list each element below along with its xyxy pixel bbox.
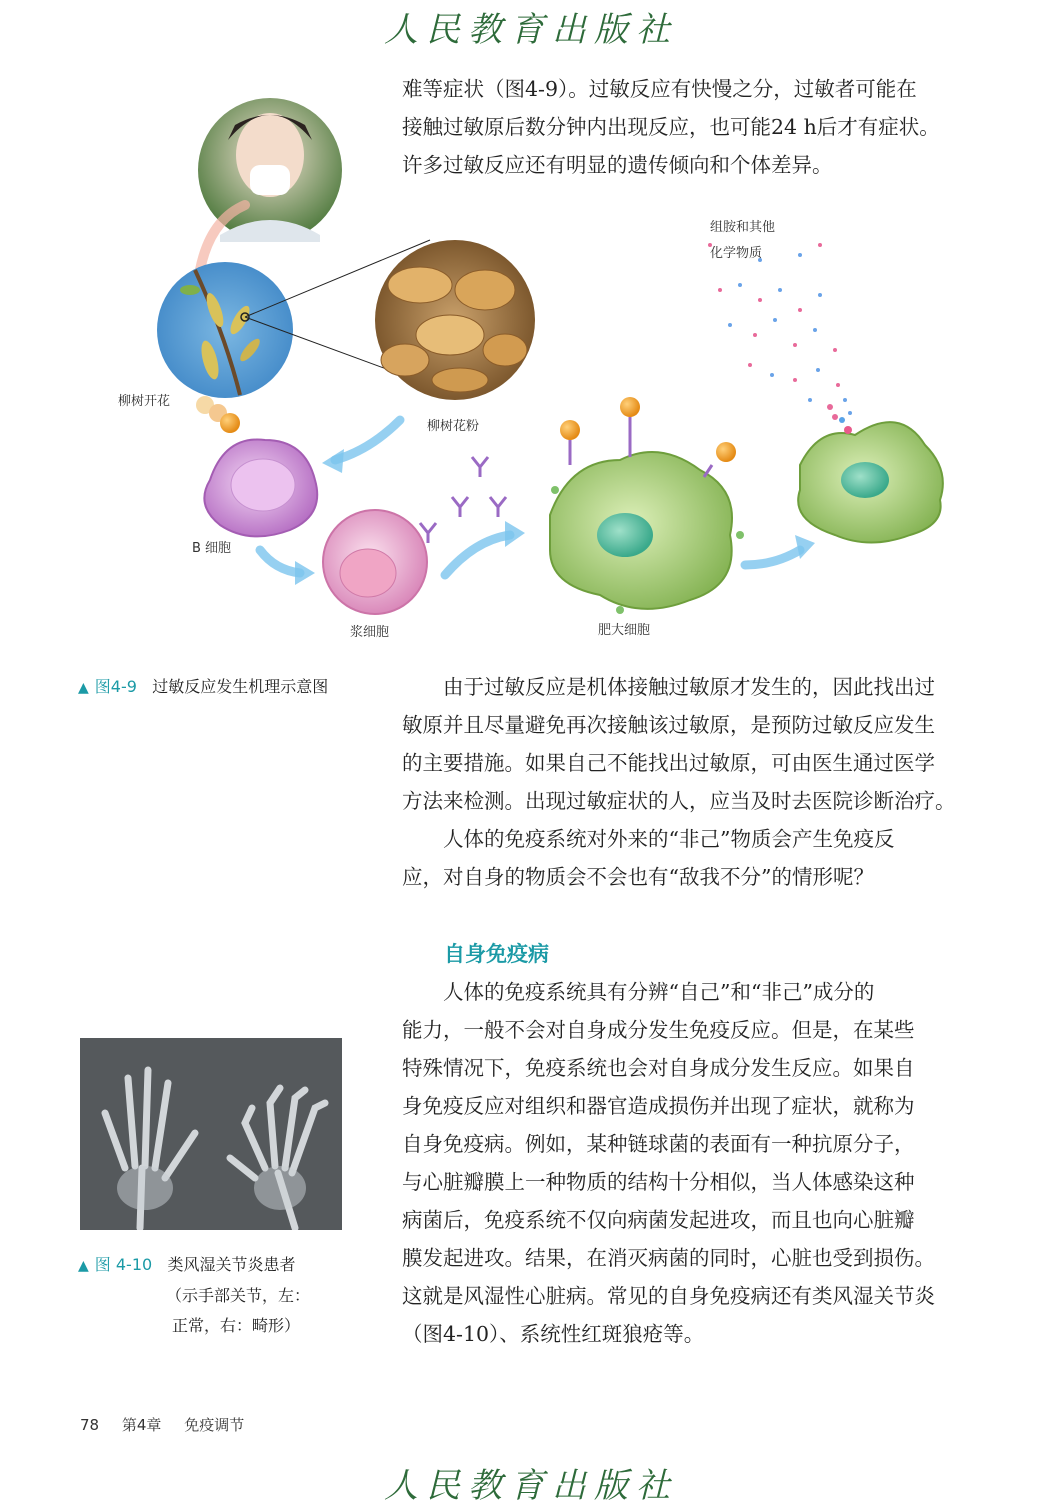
arrow-to-plasma-cell <box>260 550 300 573</box>
text-line: 能力，一般不会对自身成分发生免疫反应。但是，在某些 <box>402 1018 915 1042</box>
label-b-cell: B 细胞 <box>192 541 232 556</box>
histamine-particles <box>708 243 852 420</box>
text-line: 敏原并且尽量避免再次接触该过敏原，是预防过敏反应发生 <box>402 713 935 737</box>
text-line: 这就是风湿性心脏病。常见的自身免疫病还有类风湿关节炎 <box>402 1284 935 1308</box>
text-line: 病菌后，免疫系统不仅向病菌发起进攻，而且也向心脏瓣 <box>402 1208 915 1232</box>
figure-number: 图4-9 <box>94 677 137 696</box>
arrow-head <box>295 561 315 585</box>
text-line: 自身免疫病。例如，某种链球菌的表面有一种抗原分子， <box>402 1132 915 1156</box>
pollen-grain <box>220 413 240 433</box>
arrow-to-mast-cell <box>445 535 510 575</box>
triangle-marker-icon: ▲ <box>78 680 89 696</box>
hand-xray-image <box>80 1038 342 1230</box>
paragraph-prevention <box>402 668 958 820</box>
antibodies <box>420 457 506 543</box>
chapter-title: 免疫调节 <box>184 1416 245 1434</box>
figure-4-10-caption <box>78 1250 310 1341</box>
publisher-watermark-top: 人民教育出版社 <box>384 10 678 50</box>
page-number: 78 <box>80 1416 100 1434</box>
text-line: 方法来检测。出现过敏症状的人，应当及时去医院诊断治疗。 <box>402 789 956 813</box>
b-cell <box>204 440 317 537</box>
arrow-head <box>322 449 344 473</box>
label-mast-cell: 肥大细胞 <box>598 623 651 638</box>
figure-4-9-caption <box>78 672 328 703</box>
publisher-watermark-bottom: 人民教育出版社 <box>384 1466 678 1506</box>
text-line: 人体的免疫系统具有分辨“自己”和“非己”成分的 <box>443 980 875 1004</box>
plasma-cell <box>323 510 427 614</box>
figure-number: 图 4-10 <box>94 1255 153 1274</box>
label-willow-pollen: 柳树花粉 <box>427 419 480 434</box>
label-histamine-line1: 组胺和其他 <box>710 220 776 235</box>
caption-line: 类风湿关节炎患者 <box>167 1255 296 1274</box>
text-line: 接触过敏原后数分钟内出现反应，也可能24 h后才有症状。 <box>402 115 940 139</box>
allergy-mechanism-figure <box>100 95 960 655</box>
text-line: 身免疫反应对组织和器官造成损伤并出现了症状，就称为 <box>402 1094 915 1118</box>
text-line: 应，对自身的物质会不会也有“敌我不分”的情形呢？ <box>402 865 874 889</box>
paragraph-question <box>402 820 958 896</box>
text-line: 许多过敏反应还有明显的遗传倾向和个体差异。 <box>402 153 833 177</box>
text-line: 难等症状（图4-9）。过敏反应有快慢之分，过敏者可能在 <box>402 77 917 101</box>
label-plasma-cell: 浆细胞 <box>350 625 390 640</box>
text-line: 的主要措施。如果自己不能找出过敏原，可由医生通过医学 <box>402 751 935 775</box>
arrow-to-b-cell <box>335 420 400 460</box>
label-histamine-line2: 化学物质 <box>710 246 763 261</box>
caption-line: 正常，右：畸形） <box>172 1316 301 1335</box>
text-line: 与心脏瓣膜上一种物质的结构十分相似，当人体感染这种 <box>402 1170 915 1194</box>
willow-branch-photo <box>157 262 293 398</box>
text-line: 特殊情况下，免疫系统也会对自身成分发生反应。如果自 <box>402 1056 915 1080</box>
label-willow-flower: 柳树开花 <box>118 394 171 409</box>
text-line: 人体的免疫系统对外来的“非己”物质会产生免疫反 <box>443 827 895 851</box>
mast-cell <box>550 397 744 614</box>
triangle-marker-icon: ▲ <box>78 1258 89 1274</box>
arrow-to-degranulation <box>745 550 800 565</box>
arrow-head <box>505 521 525 547</box>
text-line: （图4-10）、系统性红斑狼疮等。 <box>402 1322 705 1346</box>
text-line: 膜发起进攻。结果，在消灭病菌的同时，心脏也受到损伤。 <box>402 1246 935 1270</box>
caption-line: （示手部关节，左： <box>166 1286 311 1305</box>
chapter-number: 第4章 <box>121 1416 162 1434</box>
page-footer <box>80 1414 262 1435</box>
figure-title: 过敏反应发生机理示意图 <box>152 677 329 696</box>
section-heading-autoimmune: 自身免疫病 <box>444 942 549 966</box>
paragraph-autoimmune <box>402 973 958 1353</box>
degranulating-mast-cell <box>798 417 943 543</box>
text-line: 由于过敏反应是机体接触过敏原才发生的，因此找出过 <box>443 675 935 699</box>
